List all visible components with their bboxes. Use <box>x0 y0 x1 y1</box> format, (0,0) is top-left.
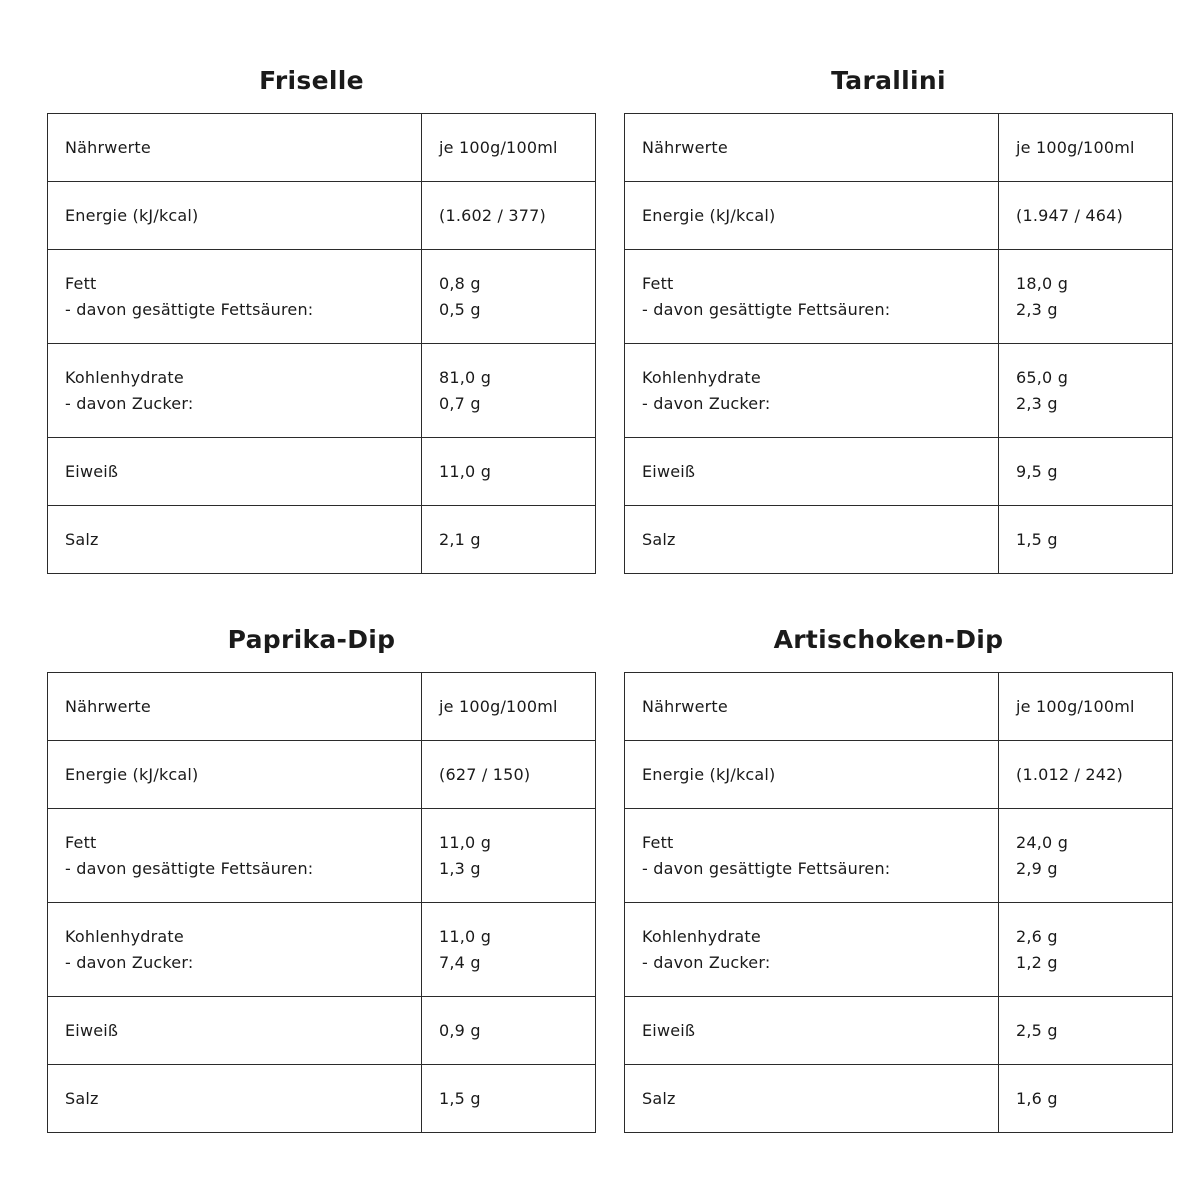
carbs-value-cell <box>999 344 1173 438</box>
salt-label-cell <box>48 506 422 574</box>
table-row <box>625 438 1173 506</box>
header-unit-cell <box>422 673 596 741</box>
table-row <box>48 673 596 741</box>
nutrition-table <box>624 113 1173 574</box>
energy-label-cell <box>625 182 999 250</box>
fat-value: 0,8 g <box>439 273 481 293</box>
header-label: Nährwerte <box>642 137 728 157</box>
carbs-value: 2,6 g <box>1016 926 1058 946</box>
carbs-value-cell <box>999 903 1173 997</box>
fat-label: Fett <box>642 832 674 852</box>
table-row <box>48 250 596 344</box>
table-row <box>48 997 596 1065</box>
saturated-value: 0,5 g <box>439 299 481 319</box>
energy-label: Energie (kJ/kcal) <box>642 205 776 225</box>
saturated-label: - davon gesättigte Fettsäuren: <box>642 858 891 878</box>
protein-label-cell <box>625 997 999 1065</box>
carbs-label-cell <box>48 344 422 438</box>
salt-label: Salz <box>65 529 99 549</box>
energy-label-cell <box>48 182 422 250</box>
fat-value-cell <box>422 809 596 903</box>
header-unit: je 100g/100ml <box>439 137 558 157</box>
salt-value-cell <box>422 1065 596 1133</box>
table-row <box>625 673 1173 741</box>
table-row <box>625 741 1173 809</box>
protein-label: Eiweiß <box>65 461 119 481</box>
salt-label-cell <box>625 1065 999 1133</box>
carbs-label: Kohlenhydrate <box>642 367 761 387</box>
product-title: Artischoken-Dip <box>773 625 1004 654</box>
saturated-label: - davon gesättigte Fettsäuren: <box>65 299 314 319</box>
product-title: Friselle <box>259 66 364 95</box>
header-unit-cell <box>422 114 596 182</box>
header-label: Nährwerte <box>65 137 151 157</box>
header-unit: je 100g/100ml <box>439 696 558 716</box>
table-row <box>625 344 1173 438</box>
carbs-label-cell <box>625 903 999 997</box>
energy-value-cell <box>999 182 1173 250</box>
salt-value-cell <box>999 506 1173 574</box>
salt-label: Salz <box>642 529 676 549</box>
sugar-value: 0,7 g <box>439 393 481 413</box>
carbs-value-cell <box>422 344 596 438</box>
salt-value: 2,1 g <box>439 529 481 549</box>
protein-label-cell <box>48 997 422 1065</box>
table-row <box>48 182 596 250</box>
carbs-value-cell <box>422 903 596 997</box>
header-label-cell <box>48 114 422 182</box>
salt-label-cell <box>48 1065 422 1133</box>
fat-label: Fett <box>65 832 97 852</box>
fat-value: 11,0 g <box>439 832 492 852</box>
protein-label: Eiweiß <box>642 461 696 481</box>
sugar-label: - davon Zucker: <box>65 393 194 413</box>
nutrition-table <box>624 672 1173 1133</box>
sugar-value: 1,2 g <box>1016 952 1058 972</box>
salt-value: 1,5 g <box>439 1088 481 1108</box>
fat-label-cell <box>48 809 422 903</box>
salt-value-cell <box>999 1065 1173 1133</box>
header-unit: je 100g/100ml <box>1016 696 1135 716</box>
fat-value: 18,0 g <box>1016 273 1069 293</box>
salt-label-cell <box>625 506 999 574</box>
fat-value-cell <box>422 250 596 344</box>
carbs-label: Kohlenhydrate <box>642 926 761 946</box>
protein-value-cell <box>422 438 596 506</box>
protein-label: Eiweiß <box>65 1020 119 1040</box>
energy-label-cell <box>625 741 999 809</box>
table-row <box>625 250 1173 344</box>
fat-label-cell <box>625 250 999 344</box>
header-label-cell <box>625 673 999 741</box>
carbs-label: Kohlenhydrate <box>65 926 184 946</box>
protein-label: Eiweiß <box>642 1020 696 1040</box>
protein-value: 11,0 g <box>439 461 492 481</box>
energy-label: Energie (kJ/kcal) <box>642 764 776 784</box>
header-unit-cell <box>999 114 1173 182</box>
saturated-value: 1,3 g <box>439 858 481 878</box>
protein-value-cell <box>422 997 596 1065</box>
table-row <box>48 741 596 809</box>
table-row <box>48 438 596 506</box>
energy-value: (627 / 150) <box>439 764 531 784</box>
energy-value-cell <box>422 182 596 250</box>
carbs-value: 65,0 g <box>1016 367 1069 387</box>
energy-value-cell <box>999 741 1173 809</box>
table-row <box>48 114 596 182</box>
saturated-label: - davon gesättigte Fettsäuren: <box>642 299 891 319</box>
header-unit: je 100g/100ml <box>1016 137 1135 157</box>
protein-value-cell <box>999 438 1173 506</box>
protein-value: 0,9 g <box>439 1020 481 1040</box>
energy-label-cell <box>48 741 422 809</box>
carbs-value: 81,0 g <box>439 367 492 387</box>
fat-label: Fett <box>642 273 674 293</box>
energy-value-cell <box>422 741 596 809</box>
table-row <box>625 182 1173 250</box>
header-label-cell <box>48 673 422 741</box>
saturated-value: 2,9 g <box>1016 858 1058 878</box>
salt-value-cell <box>422 506 596 574</box>
protein-value: 9,5 g <box>1016 461 1058 481</box>
table-row <box>48 1065 596 1133</box>
carbs-label-cell <box>625 344 999 438</box>
fat-value: 24,0 g <box>1016 832 1069 852</box>
nutrition-table <box>47 672 596 1133</box>
table-row <box>625 1065 1173 1133</box>
header-label-cell <box>625 114 999 182</box>
energy-value: (1.947 / 464) <box>1016 205 1123 225</box>
salt-label: Salz <box>65 1088 99 1108</box>
salt-value: 1,6 g <box>1016 1088 1058 1108</box>
fat-label: Fett <box>65 273 97 293</box>
nutrition-table <box>47 113 596 574</box>
sugar-value: 7,4 g <box>439 952 481 972</box>
table-row <box>48 903 596 997</box>
energy-value: (1.012 / 242) <box>1016 764 1123 784</box>
table-row <box>625 809 1173 903</box>
table-row <box>625 903 1173 997</box>
protein-label-cell <box>48 438 422 506</box>
table-row <box>48 506 596 574</box>
energy-label: Energie (kJ/kcal) <box>65 205 199 225</box>
table-row <box>48 809 596 903</box>
salt-value: 1,5 g <box>1016 529 1058 549</box>
header-unit-cell <box>999 673 1173 741</box>
sugar-label: - davon Zucker: <box>642 393 771 413</box>
fat-value-cell <box>999 250 1173 344</box>
sugar-value: 2,3 g <box>1016 393 1058 413</box>
energy-label: Energie (kJ/kcal) <box>65 764 199 784</box>
product-title: Paprika-Dip <box>227 625 396 654</box>
saturated-value: 2,3 g <box>1016 299 1058 319</box>
salt-label: Salz <box>642 1088 676 1108</box>
carbs-label-cell <box>48 903 422 997</box>
protein-value-cell <box>999 997 1173 1065</box>
protein-value: 2,5 g <box>1016 1020 1058 1040</box>
table-row <box>625 997 1173 1065</box>
header-label: Nährwerte <box>642 696 728 716</box>
carbs-value: 11,0 g <box>439 926 492 946</box>
fat-label-cell <box>625 809 999 903</box>
protein-label-cell <box>625 438 999 506</box>
table-row <box>625 114 1173 182</box>
fat-label-cell <box>48 250 422 344</box>
table-row <box>48 344 596 438</box>
header-label: Nährwerte <box>65 696 151 716</box>
table-row <box>625 506 1173 574</box>
saturated-label: - davon gesättigte Fettsäuren: <box>65 858 314 878</box>
energy-value: (1.602 / 377) <box>439 205 546 225</box>
sugar-label: - davon Zucker: <box>65 952 194 972</box>
fat-value-cell <box>999 809 1173 903</box>
carbs-label: Kohlenhydrate <box>65 367 184 387</box>
sugar-label: - davon Zucker: <box>642 952 771 972</box>
product-title: Tarallini <box>831 66 946 95</box>
